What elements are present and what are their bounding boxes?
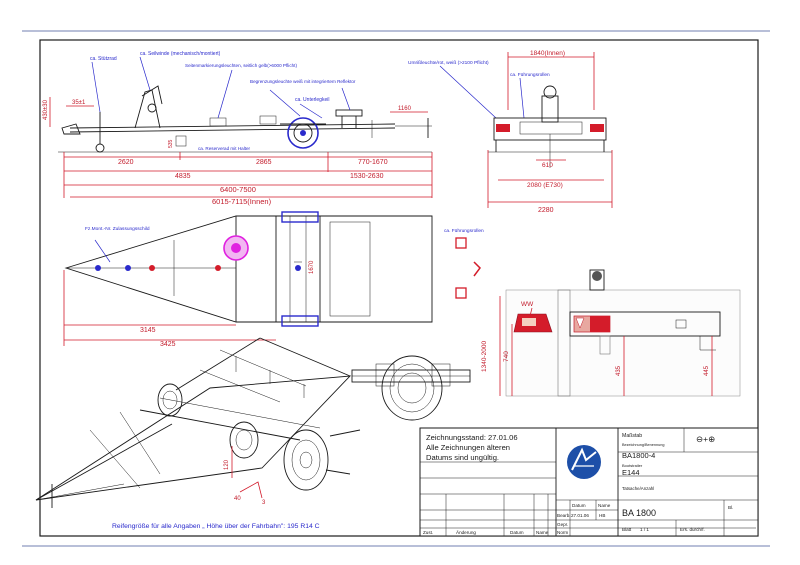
dim-3145: 3145 [140, 327, 156, 334]
label-ww: WW [521, 301, 534, 308]
dim-1670: 1670 [309, 260, 315, 274]
dim-35: 35±1 [72, 100, 86, 106]
rev-header-datum: Datum [510, 530, 524, 535]
dim-3425: 3425 [160, 341, 176, 348]
dim-1160: 1160 [398, 106, 411, 112]
dim-120: 120 [224, 459, 230, 470]
callout-unterlegkeil: ca. Unterlegkeil [295, 97, 330, 103]
bearb-label: Bearb. [557, 513, 571, 518]
dim-740: 740 [503, 351, 510, 362]
dim-2280: 2280 [538, 207, 554, 214]
gepr-label: Gepr. [557, 522, 569, 527]
dim-1340-2000: 1340-2000 [481, 340, 488, 372]
drawing-number: BA 1800 [622, 508, 657, 518]
title-block [420, 428, 758, 536]
dim-435: 435 [616, 365, 622, 376]
sheet-value: 1 / 1 [640, 527, 649, 532]
company-logo-icon [567, 445, 601, 479]
dim-610: 610 [542, 162, 553, 169]
dim-535: 535 [168, 139, 174, 148]
datum-header: Datum [572, 503, 586, 508]
norm-label: Norm [557, 530, 569, 535]
dim-4835: 4835 [175, 173, 191, 180]
note-line-1: Zeichnungsstand: 27.01.06 [426, 433, 518, 442]
bearb-name: HB [599, 513, 606, 518]
callout-zulassungsschild: Fz.Mont.-Nr. Zulassungsschild [85, 227, 150, 232]
note-line-2: Alle Zeichnungen älteren [426, 443, 511, 452]
format-label: Ers. durch/f. [680, 527, 705, 532]
dim-40: 40 [234, 496, 241, 502]
note-line-3: Datums sind ungültig. [426, 453, 500, 462]
rev-header-aenderung: Änderung [456, 530, 476, 535]
dim-1840: 1840(Innen) [530, 50, 566, 57]
callout-seilwinde: ca. Seilwinde (mechanisch/montiert) [140, 51, 221, 57]
dim-6400-7500: 6400-7500 [220, 185, 256, 194]
callout-stuetzrad: ca. Stützrad [90, 56, 117, 62]
dim-2865: 2865 [256, 159, 272, 166]
callout-fuehrungsrollen-top: ca. Führungsrollen [444, 229, 484, 234]
bearb-date: 27.01.06 [571, 513, 589, 518]
projection-symbol-icon: ⊖+⊕ [696, 434, 716, 444]
callout-reserverad: ca. Reserverad mit Halter [198, 146, 251, 151]
rev-header-zust: Zust. [423, 530, 434, 535]
werkstoff-label: Bootstrailer [622, 463, 643, 468]
dim-6015-7115: 6015-7115(Innen) [212, 197, 272, 206]
name-header: Name [598, 503, 611, 508]
werkstoff-value: E144 [622, 468, 640, 477]
dim-2620: 2620 [118, 159, 134, 166]
dim-height-430: 430±30 [43, 100, 49, 120]
dim-445: 445 [704, 365, 710, 376]
callout-seitenmarkierung: Seitenmarkierungsleuchten, seitlich gelb(>6000 Pflicht) [185, 63, 297, 68]
sheet-label: Bl. [728, 505, 734, 510]
callout-umrissleuchte: Umrißleuchte/rot, weiß (>2100 Pflicht) [408, 61, 489, 66]
callout-fuehrungsrollen-rear: ca. Führungsrollen [510, 73, 550, 78]
type-code: BA1800-4 [622, 451, 656, 460]
teile-label: Tatsache/Anzahl [622, 486, 655, 491]
dim-2080: 2080 (E730) [527, 182, 563, 189]
dim-1530-2630: 1530-2630 [350, 173, 384, 180]
tire-size-note: Reifengröße für alle Angaben „ Höhe über der Fahrbahn": 195 R14 C [112, 523, 320, 530]
benennung-label: Bezeichnung/Benennung [622, 443, 665, 447]
rev-header-name: Name [536, 530, 549, 535]
massstab-label: Maßstab [622, 433, 643, 439]
dim-770-1670: 770-1670 [358, 159, 388, 166]
callout-begrenzungsleuchte-1: Begrenzungsleuchte weiß mit integriertem Reflektor [250, 79, 356, 84]
sheet-value-label: Blatt [622, 527, 632, 532]
dim-3: 3 [262, 500, 266, 506]
